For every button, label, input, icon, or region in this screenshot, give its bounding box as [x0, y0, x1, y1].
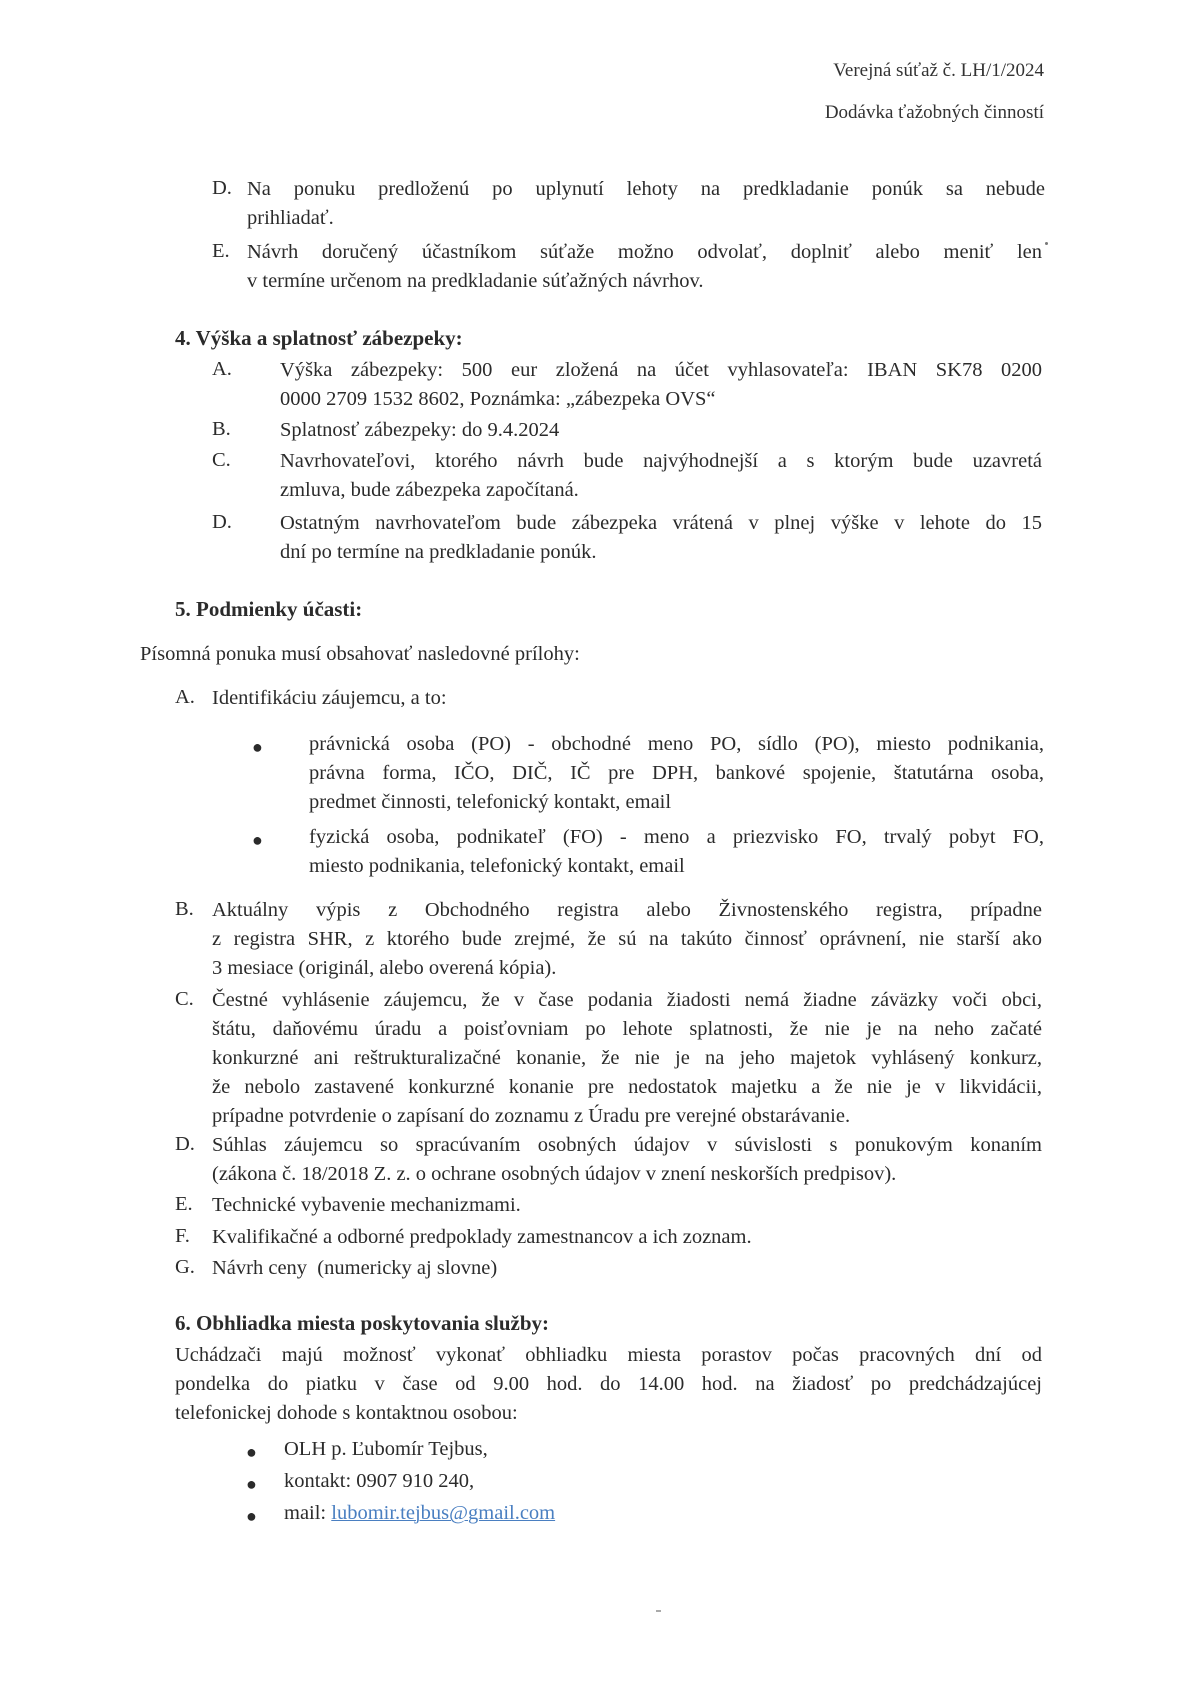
s5-item-c-line5: prípadne potvrdenie o zapísaní do zoznamu z Úradu pre verejné obstarávanie. — [212, 1105, 851, 1127]
section-6-title: 6. Obhliadka miesta poskytovania služby: — [175, 1311, 550, 1335]
s4-item-d-line2: dní po termíne na predkladanie ponúk. — [280, 541, 597, 563]
s5-item-f-line1: Kvalifikačné a odborné predpoklady zamestnancov a ich zoznam. — [212, 1226, 752, 1248]
section-5-title: 5. Podmienky účasti: — [175, 597, 363, 621]
email-link[interactable]: lubomir.tejbus@gmail.com — [331, 1502, 556, 1524]
s5-item-b-line2: z registra SHR, z ktorého bude zrejmé, že sú na takúto činnosť oprávnení, nie starší ako — [212, 928, 1042, 950]
mail-label: mail: — [284, 1502, 332, 1524]
intro-item-d-line2: prihliadať. — [247, 207, 334, 229]
s5-item-e-label: E. — [175, 1193, 193, 1215]
section-4-title: 4. Výška a splatnosť zábezpeky: — [175, 326, 463, 350]
s6-line1: Uchádzači majú možnosť vykonať obhliadku miesta porastov počas pracovných dní od — [175, 1344, 1042, 1366]
s5-item-e-line1: Technické vybavenie mechanizmami. — [212, 1194, 521, 1216]
intro-item-d-label: D. — [212, 177, 232, 199]
s5-bullet2-line1: fyzická osoba, podnikateľ (FO) - meno a priezvisko FO, trvalý pobyt FO, — [309, 826, 1044, 848]
s5-bullet1-line3: predmet činnosti, telefonický kontakt, email — [309, 791, 672, 813]
intro-item-e-line2: v termíne určenom na predkladanie súťažných návrhov. — [247, 270, 704, 292]
s4-item-b-line1: Splatnosť zábezpeky: do 9.4.2024 — [280, 419, 560, 441]
s4-item-d-label: D. — [212, 511, 232, 533]
header-tender-number: Verejná súťaž č. LH/1/2024 — [833, 60, 1044, 81]
s4-item-c-label: C. — [212, 449, 231, 471]
bullet-icon: ● — [252, 737, 263, 757]
s4-item-d-line1: Ostatným navrhovateľom bude zábezpeka vrátená v plnej výške v lehote do 15 — [280, 512, 1042, 534]
s5-item-b-line3: 3 mesiace (originál, alebo overená kópia). — [212, 957, 557, 979]
s5-item-c-line4: že nebolo zastavené konkurzné konanie pre nedostatok majetku a že nie je v likvidácii, — [212, 1076, 1042, 1098]
s4-item-c-line1: Navrhovateľovi, ktorého návrh bude najvýhodnejší a s ktorým bude uzavretá — [280, 450, 1042, 472]
s6-contact-mail — [284, 1499, 555, 1528]
bullet-icon: ● — [246, 1474, 257, 1494]
s5-item-c-label: C. — [175, 988, 194, 1010]
bullet-icon: ● — [246, 1506, 257, 1526]
s5-item-b-label: B. — [175, 898, 194, 920]
s5-item-a-text: Identifikáciu záujemcu, a to: — [212, 687, 447, 709]
intro-item-e-label: E. — [212, 240, 230, 262]
s5-item-c-line3: konkurzné ani reštrukturalizačné konanie, že nie je na jeho majetok vyhlásený konkurz, — [212, 1047, 1042, 1069]
s5-item-d-line1: Súhlas záujemcu so spracúvaním osobných údajov v súvislosti s ponukovým konaním — [212, 1134, 1042, 1156]
s4-item-a-line1: Výška zábezpeky: 500 eur zložená na účet vyhlasovateľa: IBAN SK78 0200 — [280, 359, 1042, 381]
s5-bullet2-line2: miesto podnikania, telefonický kontakt, email — [309, 855, 685, 877]
scan-dot — [1045, 242, 1048, 245]
intro-item-d-line1: Na ponuku predloženú po uplynutí lehoty na predkladanie ponúk sa nebude — [247, 178, 1045, 200]
s5-intro: Písomná ponuka musí obsahovať nasledovné prílohy: — [140, 643, 580, 665]
s5-item-d-label: D. — [175, 1133, 195, 1155]
bullet-icon: ● — [246, 1442, 257, 1462]
s5-item-a-label: A. — [175, 686, 195, 708]
s5-item-d-line2: (zákona č. 18/2018 Z. z. o ochrane osobných údajov v znení neskorších predpisov). — [212, 1163, 897, 1185]
s4-item-b-label: B. — [212, 418, 231, 440]
header-tender-subject: Dodávka ťažobných činností — [824, 102, 1044, 123]
s5-bullet1-line1: právnická osoba (PO) - obchodné meno PO, sídlo (PO), miesto podnikania, — [309, 733, 1044, 755]
intro-item-e-line1: Návrh doručený účastníkom súťaže možno odvolať, doplniť alebo meniť len — [247, 241, 1042, 263]
scan-speck — [656, 1610, 661, 1612]
s4-item-c-line2: zmluva, bude zábezpeka započítaná. — [280, 479, 579, 501]
s5-item-f-label: F. — [175, 1225, 190, 1247]
s4-item-a-label: A. — [212, 358, 232, 380]
s5-item-b-line1: Aktuálny výpis z Obchodného registra alebo Živnostenského registra, prípadne — [212, 899, 1042, 921]
s5-item-g-line1: Návrh ceny (numericky aj slovne) — [212, 1257, 498, 1279]
s5-item-g-label: G. — [175, 1256, 195, 1278]
s6-contact-person: OLH p. Ľubomír Tejbus, — [284, 1438, 488, 1460]
s5-item-c-line2: štátu, daňovému úradu a poisťovniam po lehote splatnosti, že nie je na neho začaté — [212, 1018, 1042, 1040]
bullet-icon: ● — [252, 830, 263, 850]
s6-line3: telefonickej dohode s kontaktnou osobou: — [175, 1402, 518, 1424]
s5-bullet1-line2: právna forma, IČO, DIČ, IČ pre DPH, bankové spojenie, štatutárna osoba, — [309, 762, 1044, 784]
s6-contact-phone: kontakt: 0907 910 240, — [284, 1470, 475, 1492]
s4-item-a-line2: 0000 2709 1532 8602, Poznámka: „zábezpeka OVS“ — [280, 388, 716, 410]
s5-item-c-line1: Čestné vyhlásenie záujemcu, že v čase podania žiadosti nemá žiadne záväzky voči obci, — [212, 989, 1042, 1011]
s6-line2: pondelka do piatku v čase od 9.00 hod. do 14.00 hod. na žiadosť po predchádzajúcej — [175, 1373, 1042, 1395]
